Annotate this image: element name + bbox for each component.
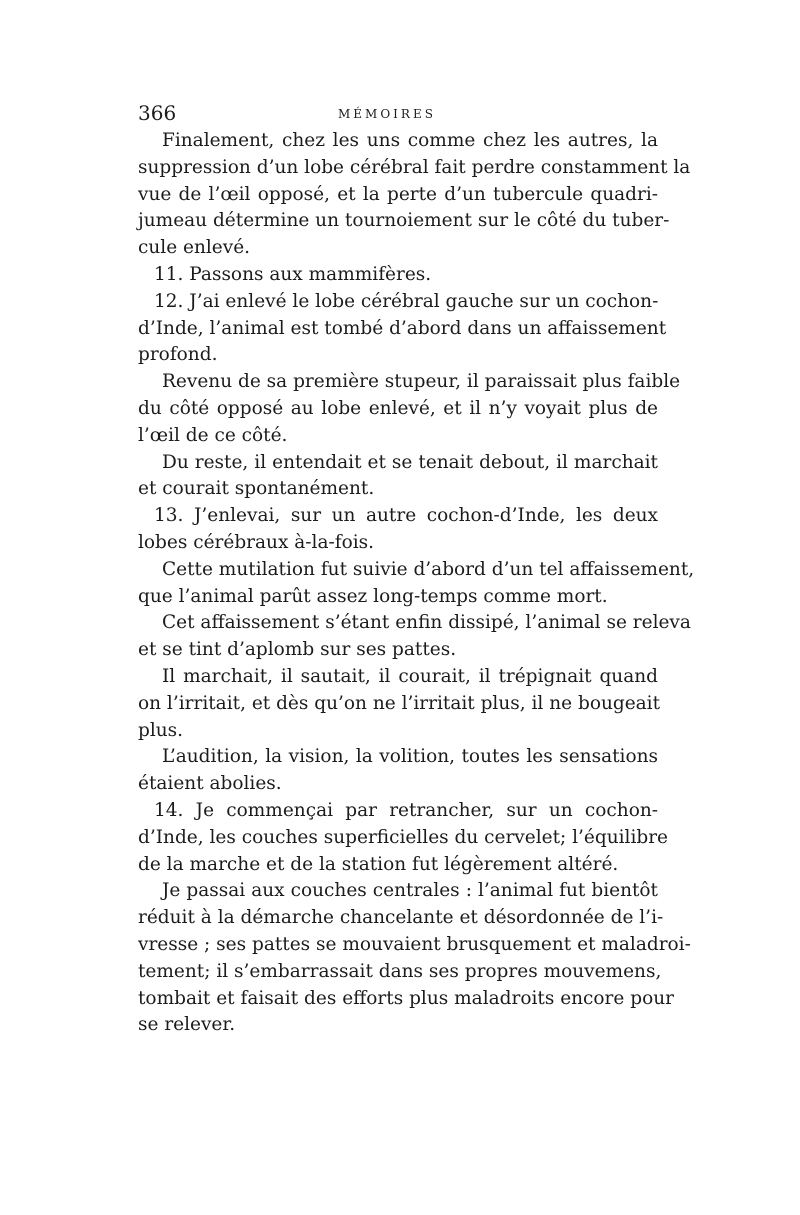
text-line: L’audition, la vision, la volition, toutes les sensations (162, 746, 658, 768)
text-line: profond. (138, 344, 218, 366)
text-line: et courait spontanément. (138, 478, 375, 500)
text-line: du côté opposé au lobe enlevé, et il n’y voyait plus de (138, 397, 658, 419)
text-line: Du reste, il entendait et se tenait debout, il marchait (162, 451, 658, 473)
text-line: Cet affaissement s’étant enfin dissipé, l’animal se releva (162, 612, 691, 634)
text-line: cule enlevé. (138, 237, 251, 259)
text-line: 14. Je commençai par retrancher, sur un cochon- (154, 799, 658, 821)
text-line: l’œil de ce côté. (138, 424, 288, 446)
text-line: tement; il s’embarrassait dans ses propres mouvemens, (138, 960, 662, 982)
text-line: Je passai aux couches centrales : l’animal fut bientôt (162, 880, 658, 902)
text-line: de la marche et de la station fut légèrement altéré. (138, 853, 619, 875)
text-line: étaient abolies. (138, 773, 282, 795)
text-line: suppression d’un lobe cérébral fait perdre constamment la (138, 156, 691, 178)
text-line: Il marchait, il sautait, il courait, il trépignait quand (162, 665, 658, 687)
text-line: plus. (138, 719, 184, 741)
text-line: vue de l’œil opposé, et la perte d’un tubercule quadri- (138, 183, 658, 205)
text-line: Revenu de sa première stupeur, il paraissait plus faible (162, 371, 681, 393)
text-line: tombait et faisait des efforts plus maladroits encore pour (138, 987, 674, 1009)
text-line: lobes cérébraux à-la-fois. (138, 531, 375, 553)
text-line: Cette mutilation fut suivie d’abord d’un tel affaissement, (162, 558, 695, 580)
text-line: 11. Passons aux mammifères. (154, 263, 432, 285)
text-line: d’Inde, l’animal est tombé d’abord dans un affaissement (138, 317, 667, 339)
page-number: 366 (138, 101, 177, 125)
text-line: d’Inde, les couches superficielles du cervelet; l’équilibre (138, 826, 669, 848)
text-line: vresse ; ses pattes se mouvaient brusquement et maladroi- (138, 933, 691, 955)
text-line: réduit à la démarche chancelante et désordonnée de l’i- (138, 907, 664, 929)
running-head: MÉMOIRES (338, 107, 436, 121)
text-line: Finalement, chez les uns comme chez les autres, la (162, 130, 658, 151)
page-header (138, 100, 658, 126)
text-line: on l’irritait, et dès qu’on ne l’irritait plus, il ne bougeait (138, 692, 661, 714)
text-line: 13. J’enlevai, sur un autre cochon-d’Inde, les deux (154, 505, 658, 527)
body-text (138, 128, 695, 1039)
text-line: jumeau détermine un tournoiement sur le côté du tuber- (138, 210, 670, 232)
text-line: 12. J’ai enlevé le lobe cérébral gauche sur un cochon- (154, 290, 659, 312)
text-line: se relever. (138, 1014, 236, 1036)
text-line: et se tint d’aplomb sur ses pattes. (138, 639, 457, 661)
text-line: que l’animal parût assez long-temps comme mort. (138, 585, 608, 607)
